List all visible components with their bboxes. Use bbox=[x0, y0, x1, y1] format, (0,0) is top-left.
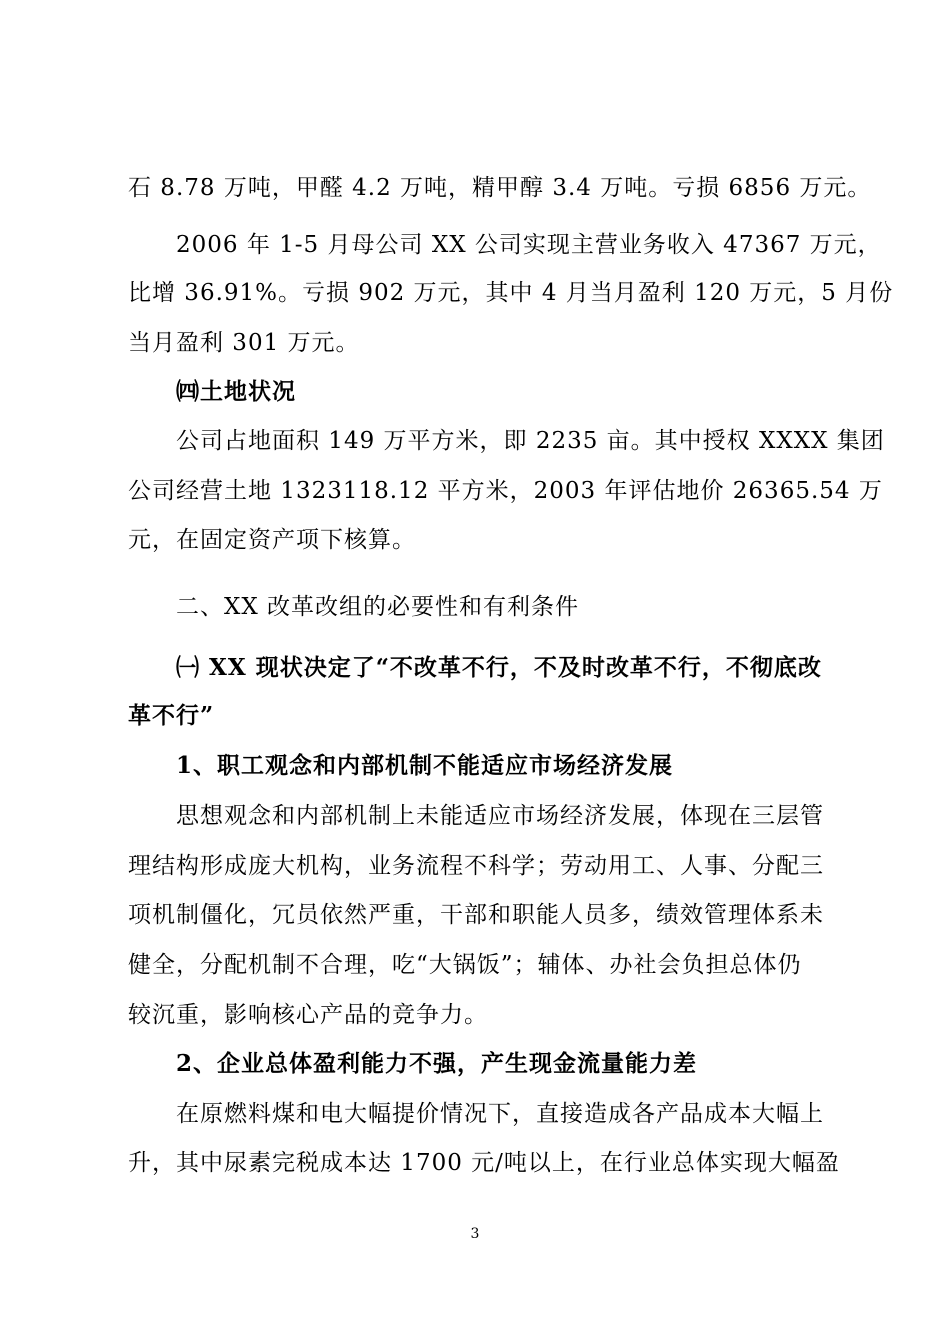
point-heading-2: 2、企业总体盈利能力不强，产生现金流量能力差 bbox=[176, 1050, 698, 1077]
body-line-16: 健全，分配机制不合理，吃“大锅饭”；辅体、办社会负担总体仍 bbox=[128, 952, 802, 978]
body-line-8: 元，在固定资产项下核算。 bbox=[128, 527, 416, 553]
body-line-6: 公司占地面积 149 万平方米，即 2235 亩。其中授权 XXXX 集团 bbox=[176, 428, 885, 454]
body-line-20: 升，其中尿素完税成本达 1700 元/吨以上，在行业总体实现大幅盈 bbox=[128, 1150, 840, 1176]
body-line-15: 项机制僵化，冗员依然严重，干部和职能人员多，绩效管理体系未 bbox=[128, 902, 824, 928]
point-heading-1: 1、职工观念和内部机制不能适应市场经济发展 bbox=[176, 752, 674, 779]
body-line-1: 石 8.78 万吨，甲醛 4.2 万吨，精甲醇 3.4 万吨。亏损 6856 万元。 bbox=[128, 175, 872, 201]
body-line-3: 比增 36.91%。亏损 902 万元，其中 4 月当月盈利 120 万元，5 月份 bbox=[128, 280, 894, 306]
subsection-heading-1a: ㈠ XX 现状决定了“不改革不行，不及时改革不行，不彻底改 bbox=[176, 654, 822, 681]
body-line-2: 2006 年 1-5 月母公司 XX 公司实现主营业务收入 47367 万元， bbox=[176, 232, 882, 258]
body-line-13: 思想观念和内部机制上未能适应市场经济发展，体现在三层管 bbox=[176, 803, 824, 829]
body-line-19: 在原燃料煤和电大幅提价情况下，直接造成各产品成本大幅上 bbox=[176, 1101, 824, 1127]
body-line-17: 较沉重，影响核心产品的竞争力。 bbox=[128, 1002, 488, 1028]
section-heading-land: ㈣土地状况 bbox=[176, 378, 296, 405]
body-line-14: 理结构形成庞大机构，业务流程不科学；劳动用工、人事、分配三 bbox=[128, 853, 824, 879]
subsection-heading-1b: 革不行” bbox=[128, 702, 215, 729]
body-line-7: 公司经营土地 1323118.12 平方米，2003 年评估地价 26365.54 万 bbox=[128, 478, 883, 504]
body-line-4: 当月盈利 301 万元。 bbox=[128, 330, 360, 356]
page-number: 3 bbox=[470, 1226, 480, 1242]
chapter-heading-2: 二、XX 改革改组的必要性和有利条件 bbox=[176, 594, 580, 620]
